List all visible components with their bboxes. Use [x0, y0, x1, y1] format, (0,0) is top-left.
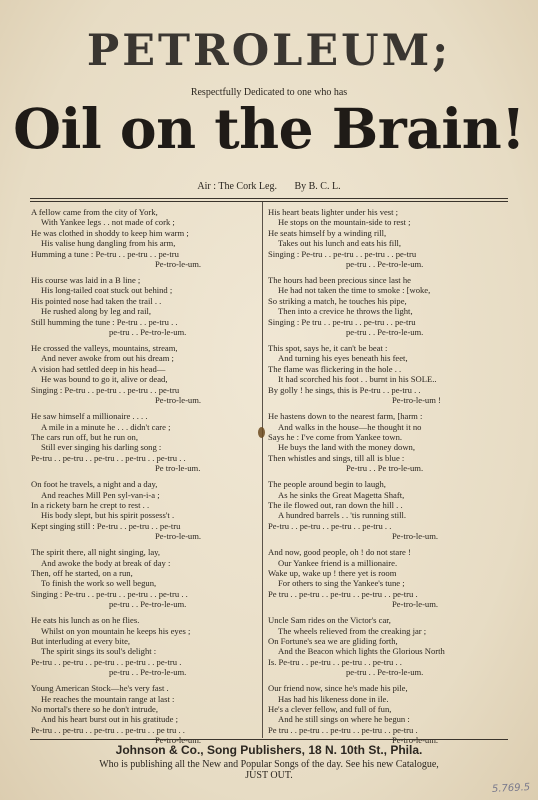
- verse-line: Then into a crevice he throws the light,: [278, 306, 413, 317]
- verse-line: And he still sings on where he begun :: [278, 714, 410, 725]
- verse-line: The cars run off, but he run on,: [31, 431, 138, 442]
- verse-line: For others to sing the Yankee's tune ;: [278, 578, 405, 589]
- verse-line: He's a clever fellow, and full of fun,: [268, 704, 392, 715]
- verse-line: His heart beats lighter under his vest ;: [268, 207, 399, 217]
- verse-line: pe-tru . . Pe-tro-le-um.: [346, 259, 424, 270]
- left-column: [31, 207, 260, 751]
- verse-line: Humming a tune : Pe-tru . . pe-tru . . pe-tru: [31, 248, 179, 259]
- verse-line: Pe-tro-le-um !: [392, 395, 441, 406]
- verse-line: A mile in a minute he . . . didn't care ;: [41, 421, 171, 432]
- verse-line: And walks in the house—he thought it no: [278, 421, 422, 432]
- verse-line: Our Yankee friend is a millionaire.: [278, 557, 398, 568]
- verse-line: This spot, says he, it can't be beat :: [268, 343, 388, 354]
- verse-line: The ile flowed out, ran down the hill . .: [268, 499, 403, 510]
- verse-line: The wheels relieved from the creaking jar ;: [278, 625, 427, 636]
- verse-line: Is. Pe-tru . . pe-tru . . pe-tru . . pe-tru . .: [268, 656, 402, 667]
- verse-line: With Yankee legs . . not made of cork ;: [41, 217, 175, 228]
- verse-line: Has had his likeness done in ile.: [278, 693, 389, 704]
- verse-line: pe-tru . . Pe-tro-le-um.: [109, 599, 187, 610]
- verse-line: He reaches the mountain range at last :: [41, 693, 175, 704]
- verse-line: Then whistles and sings, till all is blue :: [268, 452, 405, 463]
- stanza: [268, 547, 508, 609]
- stanza: [268, 479, 508, 541]
- verse-line: And awoke the body at break of day :: [41, 557, 171, 568]
- verse-line: No mortal's there so he don't intrude,: [31, 704, 158, 715]
- verse-line: His body slept, but his spirit possess't .: [41, 510, 175, 521]
- verse-line: A hundred barrels . . 'tis running still.: [278, 510, 407, 521]
- verse-line: Our friend now, since he's made his pile,: [268, 683, 408, 694]
- verse-line: He stops on the mountain-side to rest ;: [278, 217, 411, 228]
- verse-line: He buys the land with the money down,: [278, 442, 416, 453]
- verse-line: A vision had settled deep in his head—: [31, 363, 166, 374]
- verse-line: He crossed the valleys, mountains, stream,: [31, 343, 178, 354]
- verse-line: It had scorched his foot . . burnt in his SOLE..: [278, 374, 437, 385]
- verse-line: He saw himself a millionaire . . . .: [31, 411, 148, 422]
- stanza: [268, 343, 508, 405]
- verse-line: Still humming the tune : Pe-tru . . pe-tru . .: [31, 316, 178, 327]
- verse-line: The spirit sings its soul's delight :: [41, 646, 157, 657]
- stanza: [31, 615, 260, 677]
- verse-line: Pe-tro-le-um.: [392, 531, 439, 542]
- verse-line: He was bound to go it, alive or dead,: [41, 374, 168, 385]
- catalog-mark: 5.769.5: [491, 782, 531, 795]
- verse-line: And reaches Mill Pen syl-van-i-a ;: [41, 489, 160, 500]
- verse-line: He seats himself by a winding rill,: [268, 227, 387, 238]
- verse-line: Pe-tro-le-um.: [155, 735, 202, 746]
- verse-line: He was clothed in shoddy to keep him warm ;: [31, 227, 189, 238]
- verse-line: Pe-tro-le-um.: [392, 599, 439, 610]
- stanza: [268, 207, 508, 269]
- verse-line: Says he : I've come from Yankee town.: [268, 431, 403, 442]
- verse-line: pe-tru . . Pe-tro-le-um.: [346, 327, 424, 338]
- bottom-rule: [30, 739, 508, 740]
- verse-line: He had not taken the time to smoke : [woke,: [278, 285, 431, 296]
- verse-line: Still ever singing his darling song :: [41, 442, 162, 453]
- verse-line: Pe-tro-le-um.: [155, 259, 202, 270]
- stanza: [268, 275, 508, 337]
- air-text: Air : The Cork Leg.: [197, 181, 277, 192]
- verse-line: Pe-tro-le-um.: [392, 735, 439, 746]
- verse-line: But interluding at every bite,: [31, 636, 131, 646]
- verse-line: By golly ! he sings, this is Pe-tru . . pe-tru . .: [268, 384, 421, 395]
- verse-line: And turning his eyes beneath his feet,: [278, 353, 408, 364]
- verse-line: Singing : Pe-tru . . pe-tru . . pe-tru . . pe-tru: [31, 384, 180, 395]
- verse-line: On foot he travels, a night and a day,: [31, 479, 158, 490]
- stanza: [31, 411, 260, 473]
- verse-line: The hours had been precious since last he: [268, 275, 411, 286]
- verse-line: Then, off he started, on a run,: [31, 567, 133, 578]
- verse-line: And his heart burst out in his gratitude ;: [41, 714, 179, 725]
- stanza: [268, 683, 508, 745]
- verse-line: Pe tru . . pe-tru . . pe-tru . . pe-tru . . pe-tru .: [268, 724, 418, 735]
- verse-line: pe-tru . . Pe-tro-le-um.: [109, 327, 187, 338]
- verse-line: Pe-tru . . pe-tru . . pe-tru . . pe-tru . . pe tru . .: [31, 724, 185, 735]
- verse-line: Pe-tru . . pe-tru . . pe-tru . . pe-tru . .: [268, 520, 392, 531]
- stanza: [268, 615, 508, 677]
- stanza: [31, 207, 260, 269]
- top-rule: [30, 198, 508, 202]
- verse-line: To finish the work so well begun,: [41, 578, 157, 589]
- verse-line: As he sinks the Great Magetta Shaft,: [278, 489, 405, 500]
- verse-line: Singing : Pe-tru . . pe-tru . . pe-tru . . pe-tru . .: [31, 588, 188, 599]
- stanza: [31, 275, 260, 337]
- verse-line: Whilst on yon mountain he keeps his eyes ;: [41, 625, 191, 636]
- author-text: By B. C. L.: [294, 181, 341, 192]
- verse-line: Singing : Pe-tru . . pe-tru . . pe-tru . . pe-tru: [268, 248, 417, 259]
- verse-line: He rushed along by leg and rail,: [41, 306, 152, 317]
- verse-line: He eats his lunch as on he flies.: [31, 615, 140, 626]
- dedication: Respectfully Dedicated to one who has: [190, 87, 348, 98]
- verse-line: His course was laid in a B line ;: [31, 275, 141, 286]
- air-line: [0, 181, 538, 193]
- verse-line: On Fortune's sea we are gliding forth,: [268, 636, 398, 646]
- verse-line: Singing : Pe tru . . pe-tru . . pe-tru . . pe-tru: [268, 316, 416, 327]
- verse-line: pe-tru . . Pe-tro-le-um.: [346, 667, 424, 678]
- verse-line: And now, good people, oh ! do not stare !: [268, 547, 411, 558]
- title-top: PETROLEUM;: [86, 26, 452, 76]
- verse-line: Pe tro-le-um.: [155, 463, 201, 474]
- verse-line: So striking a match, he touches his pipe,: [268, 295, 407, 306]
- stanza: [31, 547, 260, 609]
- stanza: [268, 411, 508, 473]
- verse-line: pe-tru . . Pe-tro-le-um.: [109, 667, 187, 678]
- verse-line: And never awoke from out his dream ;: [41, 353, 174, 364]
- verse-line: Wake up, wake up ! there yet is room: [268, 567, 397, 578]
- verse-line: Pe-tru . . pe-tru . . pe-tru . . pe-tru . . pe-tru . .: [31, 452, 186, 463]
- verse-line: Pe-tro-le-um.: [155, 395, 202, 406]
- publisher-note-2: JUST OUT.: [245, 770, 293, 781]
- page-title: Oil on the Brain!: [13, 96, 525, 161]
- verse-line: Takes out his lunch and eats his fill,: [278, 238, 402, 249]
- verse-line: Kept singing still : Pe-tru . . pe-tru . . pe-tru: [31, 520, 181, 531]
- verse-line: His long-tailed coat stuck out behind ;: [41, 285, 173, 296]
- verse-line: Pe-tru . . pe-tru . . pe-tru . . pe-tru . . pe-tru .: [31, 656, 182, 667]
- verse-line: Pe-tro-le-um.: [155, 531, 202, 542]
- verse-line: The spirit there, all night singing, lay,: [31, 547, 161, 558]
- verse-line: Pe tru . . pe-tru . . pe-tru . . pe-tru . . pe-tru .: [268, 588, 418, 599]
- right-column: [268, 207, 508, 751]
- stanza: [31, 479, 260, 541]
- verse-line: And the Beacon which lights the Glorious North: [278, 646, 445, 657]
- ink-stain: [258, 427, 265, 438]
- verse-line: His valise hung dangling from his arm,: [41, 238, 176, 249]
- verse-line: Young American Stock—he's very fast .: [31, 683, 169, 694]
- verse-line: In a rickety barn he crept to rest . .: [31, 499, 150, 510]
- verse-line: The people around begin to laugh,: [268, 479, 386, 490]
- publisher-note: Who is publishing all the New and Popular Songs of the day. See his new Catalogue,: [99, 759, 439, 770]
- verse-line: He hastens down to the nearest farm, [harm :: [268, 411, 423, 422]
- verse-line: A fellow came from the city of York,: [31, 207, 158, 217]
- publisher-line: Johnson & Co., Song Publishers, 18 N. 10th St., Phila.: [115, 743, 423, 757]
- verse-line: Pe-tru . . Pe tro-le-um.: [346, 463, 424, 474]
- verse-line: His pointed nose had taken the trail . .: [31, 295, 162, 306]
- column-divider: [262, 202, 263, 738]
- stanza: [31, 343, 260, 405]
- verse-line: The flame was flickering in the hole . .: [268, 363, 402, 374]
- stanza: [31, 683, 260, 745]
- verse-line: Uncle Sam rides on the Victor's car,: [268, 615, 391, 626]
